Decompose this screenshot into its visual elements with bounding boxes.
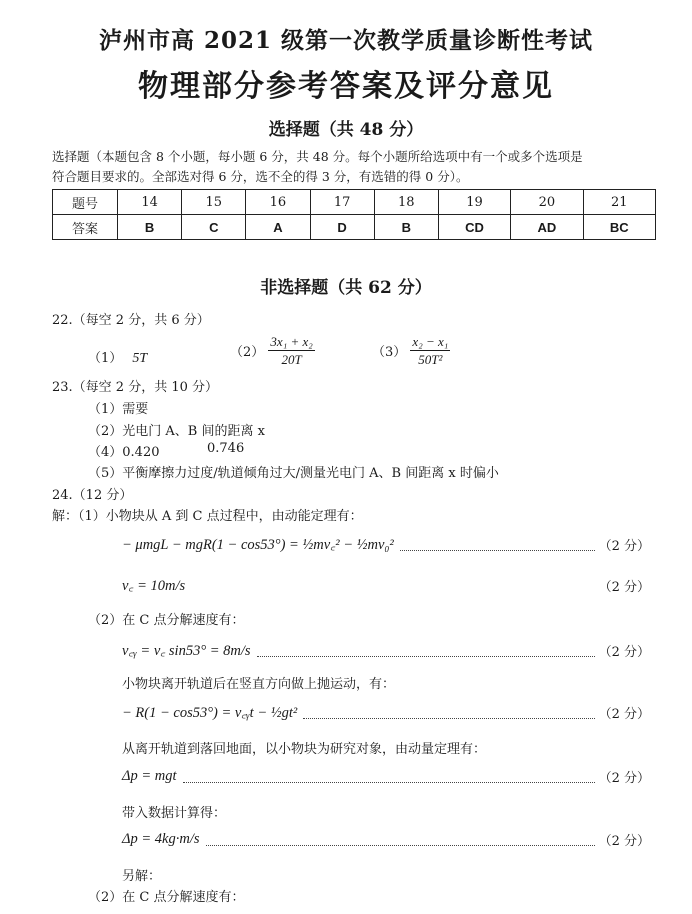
question-number: 16 xyxy=(246,190,310,215)
equation-text: v꜀ = 10m/s xyxy=(122,578,186,594)
q24-part1-intro: 解：（1）小物块从 A 到 C 点过程中，由动能定理有： xyxy=(52,509,363,524)
equation-text: − μmgL − mgR(1 − cos53°) = ½mv꜀² − ½mv₀² xyxy=(122,537,394,553)
answer-cell: CD xyxy=(438,215,510,240)
answer-cell: AD xyxy=(511,215,583,240)
answer-table-number-row xyxy=(53,190,656,215)
question-number: 20 xyxy=(511,190,583,215)
q24-equation-6 xyxy=(122,826,650,852)
leader-dots xyxy=(303,706,594,719)
leader-dots xyxy=(183,770,595,783)
q22-heading: 22.（每空 2 分，共 6 分） xyxy=(52,313,210,328)
q22-answer-2 xyxy=(230,333,315,368)
q24-heading: 24.（12 分） xyxy=(52,488,133,503)
q22-answer-3 xyxy=(372,333,450,368)
equation-text: Δp = mgt xyxy=(122,767,177,784)
section-heading-choice: 选择题（共 48 分） xyxy=(268,120,424,140)
q24-equation-3 xyxy=(122,637,650,663)
q22-a2-fraction xyxy=(268,333,314,368)
equation-text: Δp = 4kg·m/s xyxy=(122,830,200,847)
q24-text-momentum: 从离开轨道到落回地面，以小物块为研究对象，由动量定理有： xyxy=(122,742,487,757)
choice-instructions xyxy=(52,147,652,187)
leader-dots xyxy=(206,833,595,846)
question-number: 19 xyxy=(438,190,510,215)
q24-equation-1 xyxy=(122,531,650,557)
equation-text: − R(1 − cos53°) = v꜀ᵧt − ½gt² xyxy=(122,705,298,721)
q23-line: （5）平衡摩擦力过度/轨道倾角过大/测量光电门 A、B 间距离 x 时偏小 xyxy=(88,466,499,481)
q23-heading: 23.（每空 2 分，共 10 分） xyxy=(52,380,219,395)
answer-cell: A xyxy=(246,215,310,240)
answer-cell: BC xyxy=(583,215,655,240)
answer-cell: C xyxy=(182,215,246,240)
question-number: 15 xyxy=(182,190,246,215)
answer-table-number-header: 题号 xyxy=(53,190,118,215)
q24-part2-again: （2）在 C 点分解速度有： xyxy=(88,890,245,905)
choice-instructions-line2: 符合题目要求的。全部选对得 6 分，选不全的得 3 分，有选错的得 0 分）。 xyxy=(52,169,469,184)
score-label: （2 分） xyxy=(598,833,650,849)
q24-text-alt: 另解： xyxy=(122,869,162,884)
question-number: 18 xyxy=(374,190,438,215)
q22-a2-denominator: 20T xyxy=(281,352,302,367)
answer-cell: B xyxy=(118,215,182,240)
q24-part2-intro: （2）在 C 点分解速度有： xyxy=(88,613,245,628)
q23-line-4-second-value: 0.746 xyxy=(207,441,245,456)
exam-title: 泸州市高 2021 级第一次教学质量诊断性考试 xyxy=(98,27,594,54)
section-heading-nonchoice: 非选择题（共 62 分） xyxy=(260,278,432,298)
document-title: 物理部分参考答案及评分意见 xyxy=(138,69,554,104)
q22-a3-numerator: x₂ − x₁ xyxy=(412,334,449,349)
q22-a1-label: （1） xyxy=(88,351,123,366)
score-label: （2 分） xyxy=(598,538,650,554)
score-label: （2 分） xyxy=(598,706,650,722)
score-label: （2 分） xyxy=(598,579,650,595)
question-number: 17 xyxy=(310,190,374,215)
answer-table-answer-row xyxy=(53,215,656,240)
equation-text: v꜀ᵧ = v꜀ sin53° = 8m/s xyxy=(122,643,251,659)
q24-equation-5 xyxy=(122,763,650,789)
leader-dots xyxy=(400,538,595,551)
answer-table-answer-header: 答案 xyxy=(53,215,118,240)
score-label: （2 分） xyxy=(598,770,650,786)
q22-a1-value: 5T xyxy=(132,351,148,366)
q22-answer-1 xyxy=(88,347,147,367)
question-number: 21 xyxy=(583,190,655,215)
choice-instructions-line1: 选择题（本题包含 8 个小题，每小题 6 分，共 48 分。每个小题所给选项中有一个或多个选项是 xyxy=(52,149,583,164)
q22-a2-numerator: 3x₁ + x₂ xyxy=(270,334,313,349)
q24-equation-2 xyxy=(122,572,650,598)
q24-text-rise: 小物块离开轨道后在竖直方向做上抛运动，有： xyxy=(122,677,396,692)
answer-cell: D xyxy=(310,215,374,240)
q24-text-substitute: 带入数据计算得： xyxy=(122,806,227,821)
q23-line: （4）0.420 xyxy=(88,445,160,460)
q23-line: （1）需要 xyxy=(88,402,149,417)
q24-equation-4 xyxy=(122,699,650,725)
answer-table xyxy=(52,189,656,240)
q22-a3-fraction xyxy=(410,333,450,368)
q22-a3-denominator: 50T² xyxy=(418,352,443,367)
leader-dots xyxy=(257,644,595,657)
q23-line: （2）光电门 A、B 间的距离 x xyxy=(88,424,265,439)
question-number: 14 xyxy=(118,190,182,215)
answer-cell: B xyxy=(374,215,438,240)
q22-a2-label: （2） xyxy=(230,345,265,360)
q22-a3-label: （3） xyxy=(372,345,407,360)
score-label: （2 分） xyxy=(598,644,650,660)
